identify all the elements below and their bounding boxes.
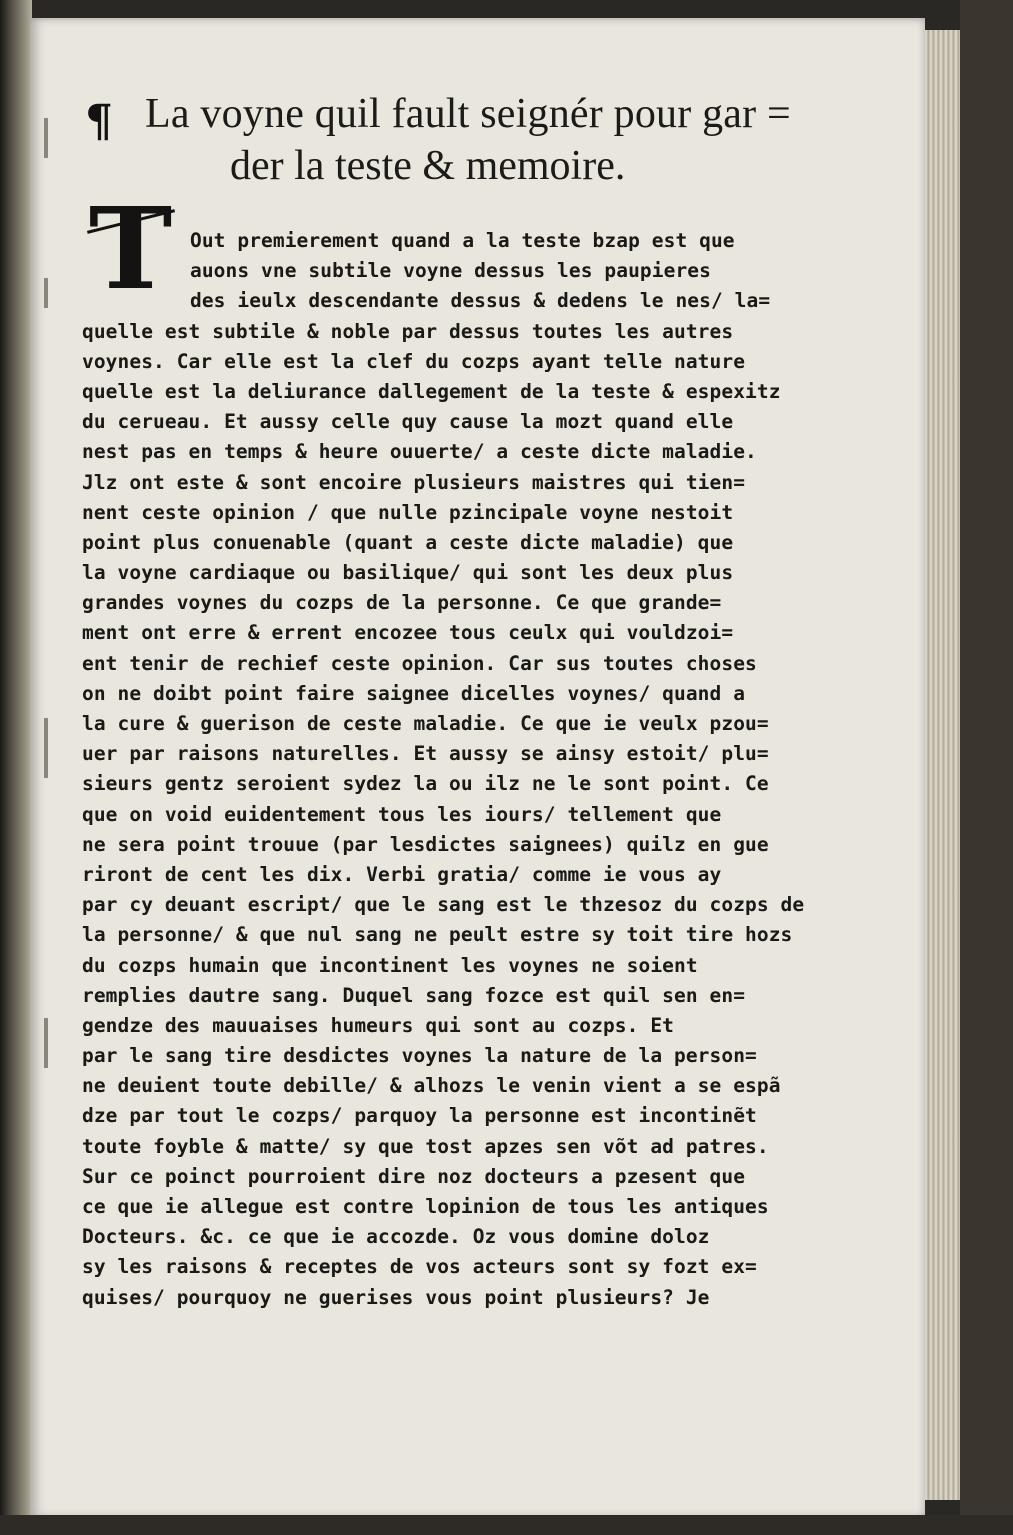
text-line: auons vne subtile voyne dessus les paupieres [190,259,711,283]
title-line-1: La voyne quil fault seignér pour gar = [145,91,791,137]
text-line: toute foyble & matte/ sy que tost apzes sen võt ad patres. [82,1134,769,1158]
text-line: quelle est subtile & noble par dessus toutes les autres [82,319,734,343]
text-line: gendze des mauuaises humeurs qui sont au cozps. Et [82,1013,674,1037]
text-line: voynes. Car elle est la clef du cozps ayant telle nature [82,349,746,373]
margin-mark [44,278,48,308]
text-line: la cure & guerison de ceste maladie. Ce que ie veulx pzou= [82,712,769,735]
text-line: ne sera point trouue (par lesdictes saignees) quilz en gue [82,832,769,856]
text-line: par le sang tire desdictes voynes la nature de la person= [82,1044,757,1068]
text-line: dze par tout le cozps/ parquoy la personne est incontinẽt [82,1104,757,1128]
margin-mark [44,1018,48,1068]
text-line: que on void euidentement tous les iours/ tellement que [82,802,722,826]
text-line: Sur ce poinct pourroient dire noz docteurs a pzesent que [82,1164,746,1188]
text-line: la personne/ & que nul sang ne peult estre sy toit tire hozs [82,923,793,947]
book-cover-right [960,0,1013,1535]
text-line: des ieulx descendante dessus & dedens le nes/ la= [190,289,771,313]
margin-mark [44,718,48,778]
text-line: nent ceste opinion / que nulle pzincipale voyne nestoit [82,500,734,524]
text-line: quelle est la deliurance dallegement de la teste & espexitz [82,379,781,403]
text-line: sy les raisons & receptes de vos acteurs sont sy fozt ex= [82,1255,757,1279]
text-line: ne deuient toute debille/ & alhozs le venin vient a se espã [82,1074,781,1098]
pilcrow-icon: ¶ [85,96,113,147]
text-line: ce que ie allegue est contre lopinion de tous les antiques [82,1195,769,1218]
body-text [82,226,852,1313]
title-line-2: der la teste & memoire. [230,143,626,189]
text-line: Docteurs. &c. ce que ie accozde. Oz vous domine doloz [82,1225,710,1249]
margin-mark [44,118,48,158]
text-line: point plus conuenable (quant a ceste dicte maladie) que [82,530,734,554]
text-line: grandes voynes du cozps de la personne. Ce que grande= [82,591,722,615]
text-line: remplies dautre sang. Duquel sang fozce est quil sen en= [82,983,746,1007]
text-line: on ne doibt point faire saignee dicelles voynes/ quand a [82,681,746,705]
text-line: la voyne cardiaque ou basilique/ qui sont les deux plus [82,561,734,585]
text-line: du cozps humain que incontinent les voynes ne soient [82,953,698,977]
text-line: nest pas en temps & heure ouuerte/ a ceste dicte maladie. [82,440,757,464]
book-binding-left [0,0,32,1535]
text-line: Jlz ont este & sont encoire plusieurs maistres qui tien= [82,470,746,494]
text-line: ent tenir de rechief ceste opinion. Car sus toutes choses [82,651,757,675]
text-line: ment ont erre & errent encozee tous ceulx qui vouldzoi= [82,621,734,645]
drop-capital: T [88,184,173,315]
text-line: par cy deuant escript/ que le sang est le thzesoz du cozps de [82,893,805,917]
text-line: quises/ pourquoy ne guerises vous point plusieurs? Je [82,1285,710,1309]
text-line: uer par raisons naturelles. Et aussy se ainsy estoit/ plu= [82,742,769,766]
book-bottom-edge [0,1515,1013,1535]
text-line: sieurs gentz seroient sydez la ou ilz ne le sont point. Ce [82,772,769,796]
page-stack-edges [925,30,960,1500]
text-line: Out premierement quand a la teste bzap est que [190,229,735,252]
text-line: du cerueau. Et aussy celle quy cause la mozt quand elle [82,410,734,434]
text-line: riront de cent les dix. Verbi gratia/ comme ie vous ay [82,862,722,886]
